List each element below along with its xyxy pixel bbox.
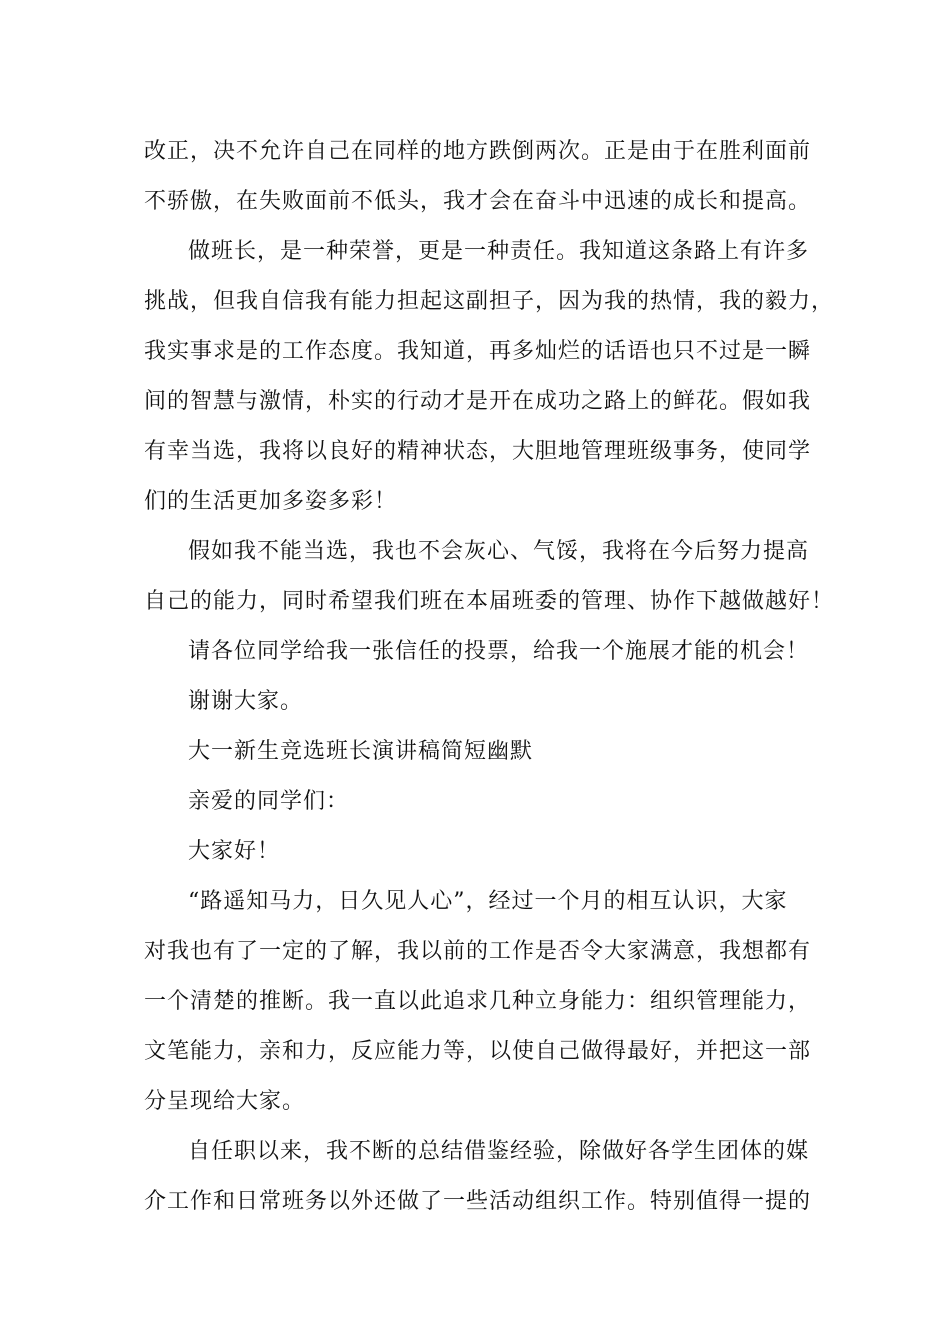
text-line: 对我也有了一定的了解，我以前的工作是否令大家满意，我想都有 <box>144 939 812 964</box>
text-line: 文笔能力，亲和力，反应能力等，以使自己做得最好，并把这一部 <box>144 1039 812 1064</box>
text-line: 自己的能力，同时希望我们班在本届班委的管理、协作下越做越好！ <box>144 589 835 614</box>
text-line: 自任职以来，我不断的总结借鉴经验，除做好各学生团体的媒 <box>188 1139 810 1164</box>
text-line: 间的智慧与激情，朴实的行动才是开在成功之路上的鲜花。假如我 <box>144 389 812 414</box>
text-line: 们的生活更加多姿多彩！ <box>144 489 398 514</box>
text-line: 改正，决不允许自己在同样的地方跌倒两次。正是由于在胜利面前 <box>144 139 812 164</box>
text-line: 不骄傲，在失败面前不低头，我才会在奋斗中迅速的成长和提高。 <box>144 189 812 214</box>
text-line: 挑战，但我自信我有能力担起这副担子，因为我的热情，我的毅力， <box>144 289 835 314</box>
text-line: 分呈现给大家。 <box>144 1089 306 1114</box>
text-line: 有幸当选，我将以良好的精神状态，大胆地管理班级事务，使同学 <box>144 439 812 464</box>
text-line: 假如我不能当选，我也不会灰心、气馁，我将在今后努力提高 <box>188 539 810 564</box>
text-line: 我实事求是的工作态度。我知道，再多灿烂的话语也只不过是一瞬 <box>144 339 812 364</box>
text-line: “路遥知马力，日久见人心”，经过一个月的相互认识，大家 <box>188 889 788 914</box>
section-title: 大一新生竞选班长演讲稿简短幽默 <box>188 739 534 764</box>
text-line: 介工作和日常班务以外还做了一些活动组织工作。特别值得一提的 <box>144 1189 812 1214</box>
text-line: 谢谢大家。 <box>188 689 304 714</box>
greeting: 大家好！ <box>188 839 281 864</box>
text-line: 做班长，是一种荣誉，更是一种责任。我知道这条路上有许多 <box>188 239 810 264</box>
text-line: 请各位同学给我一张信任的投票，给我一个施展才能的机会！ <box>188 639 810 664</box>
salutation: 亲爱的同学们： <box>188 789 350 814</box>
text-line: 一个清楚的推断。我一直以此追求几种立身能力：组织管理能力， <box>144 989 812 1014</box>
